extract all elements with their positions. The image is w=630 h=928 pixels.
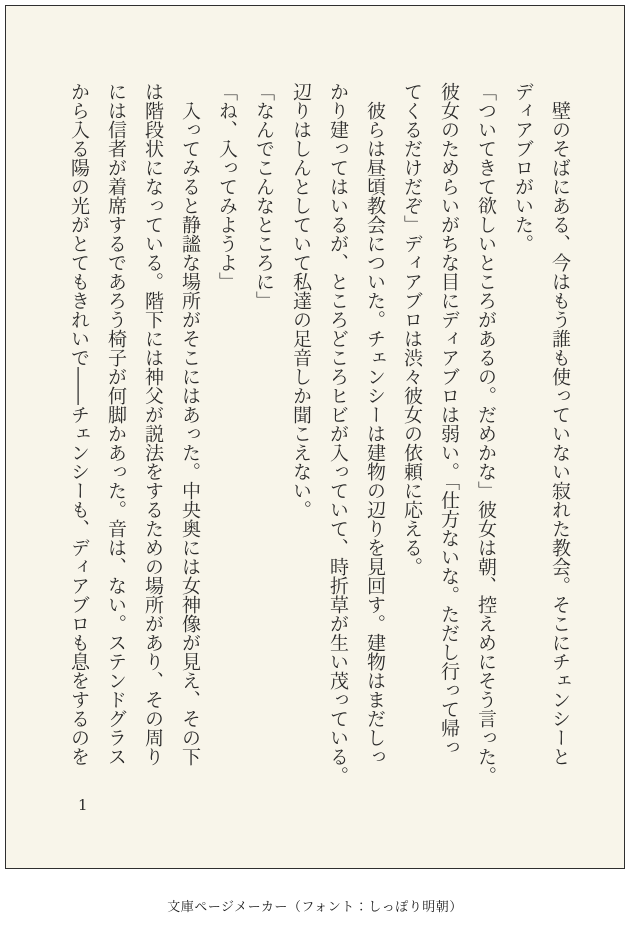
text-line: 彼らは昼頃教会についた。チェンシーは建物の辺りを見回す。建物はまだしっ: [364, 101, 386, 766]
text-line: 壁のそばにある、今はもう誰も使っていない寂れた教会。そこにチェンシーと: [549, 101, 571, 766]
text-line: には信者が着席するであろう椅子が何脚かあった。音は、ない。ステンドグラス: [105, 82, 127, 766]
text-line: 彼女のためらいがちな目にディアブロは弱い。「仕方ないな。ただし行って帰っ: [438, 82, 460, 757]
vertical-text-block: [60, 82, 578, 788]
text-line: かり建ってはいるが、ところどころヒビが入っていて、時折草が生い茂っている。: [327, 82, 349, 785]
text-line: てくるだけだぞ」ディアブロは渋々彼女の依頼に応える。: [401, 82, 423, 576]
text-line: 辺りはしんとしていて私達の足音しか聞こえない。: [290, 82, 312, 519]
text-line: ディアブロがいた。: [512, 82, 534, 253]
page-number: 1: [78, 796, 88, 814]
book-page-frame: [5, 5, 625, 869]
text-line: は階段状になっている。階下には神父が説法をするための場所があり、その周り: [142, 82, 164, 766]
text-line: 入ってみると静謐な場所がそこにはあった。中央奥には女神像が見え、その下: [179, 101, 201, 766]
text-line: 「ついてきて欲しいところがあるの。だめかな」彼女は朝、控えめにそう言った。: [475, 82, 497, 785]
text-line: 「なんでこんなところに」: [253, 82, 275, 310]
text-line: から入る陽の光がとてもきれいで――チェンシーも、ディアブロも息をするのを: [68, 82, 90, 766]
text-line: 「ね、入ってみようよ」: [216, 82, 238, 291]
footer-caption: 文庫ページメーカー（フォント：しっぽり明朝）: [167, 900, 463, 915]
